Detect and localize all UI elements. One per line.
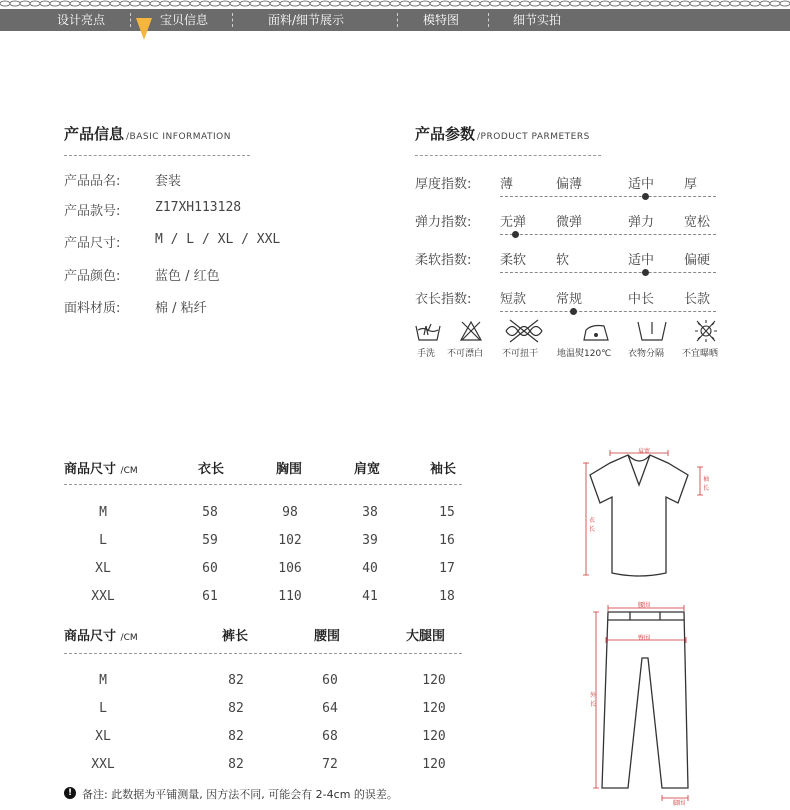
info-label-size: 产品尺寸:: [64, 236, 121, 251]
table-cell: 106: [278, 561, 302, 576]
table-cell: 18: [439, 589, 455, 604]
table-cell: 64: [322, 701, 338, 716]
param-scale-marker: [570, 308, 577, 315]
info-label-name: 产品品名:: [64, 174, 121, 189]
param-label-1: 弹力指数:: [415, 215, 472, 230]
pants-leg-label: 脚围: [673, 800, 686, 807]
care-label-low-iron: 地温熨120℃: [557, 349, 612, 359]
table-cell: 120: [422, 757, 446, 772]
care-label-no-bleach: 不可漂白: [447, 349, 484, 359]
pants-measurement-diagram: [590, 598, 700, 806]
param-scale-line: [500, 234, 716, 235]
measurement-note: 备注: 此数据为平铺测量, 因方法不同, 可能会有 2-4cm 的误差。: [82, 788, 398, 801]
section-nav-bar: [0, 9, 790, 31]
param-scale-line: [500, 196, 716, 197]
param-scale-line: [500, 311, 716, 312]
param-option: 中长: [628, 292, 655, 307]
care-label-no-wring: 不可扭干: [502, 349, 539, 359]
size-cell: M: [99, 673, 107, 688]
product-params-rule: [415, 155, 601, 156]
param-option: 长款: [684, 292, 711, 307]
size-cell: XL: [95, 561, 111, 576]
nav-separator: [232, 13, 233, 27]
top-table-header-chest: 胸围: [276, 462, 303, 477]
no-wring-icon: [506, 320, 542, 342]
info-label-style-no: 产品款号:: [64, 204, 121, 219]
hand-wash-icon: [416, 324, 440, 340]
top-table-header-sleeve: 袖长: [430, 462, 457, 477]
info-value-color: 蓝色 / 红色: [155, 269, 220, 284]
product-params-title: [415, 123, 590, 144]
param-option: 柔软: [500, 253, 527, 268]
table-cell: 82: [228, 757, 244, 772]
table-cell: 60: [202, 561, 218, 576]
param-option: 适中: [628, 253, 655, 268]
table-cell: 98: [282, 505, 298, 520]
table-cell: 110: [278, 589, 302, 604]
shirt-measurement-diagram: [578, 445, 708, 583]
shirt-shoulder-label: 肩宽: [638, 448, 651, 455]
size-cell: XXL: [91, 589, 115, 604]
no-sun-dry-icon: [695, 320, 717, 342]
low-iron-icon: [584, 326, 608, 341]
param-option: 软: [556, 253, 570, 268]
param-option: 微弹: [556, 215, 583, 230]
size-cell: L: [99, 533, 107, 548]
table-cell: 82: [228, 729, 244, 744]
no-bleach-icon: [461, 322, 481, 340]
param-option: 弹力: [628, 215, 655, 230]
decorative-chain-border: [0, 0, 790, 7]
shirt-sleeve-label: 袖长: [703, 476, 710, 492]
top-table-header-unit: /CM: [120, 466, 138, 476]
product-params-title-cn: 产品参数: [415, 125, 476, 143]
param-label-2: 柔软指数:: [415, 253, 472, 268]
product-params-title-en: /PRODUCT PARMETERS: [477, 132, 590, 142]
active-tab-pin-marker: [136, 18, 152, 40]
table-cell: 17: [439, 561, 455, 576]
pants-waist-label: 腰围: [638, 602, 651, 609]
table-cell: 120: [422, 701, 446, 716]
pants-table-header-waist: 腰围: [314, 629, 341, 644]
table-cell: 120: [422, 729, 446, 744]
nav-separator: [488, 13, 489, 27]
table-cell: 39: [362, 533, 378, 548]
table-cell: 120: [422, 673, 446, 688]
table-cell: 61: [202, 589, 218, 604]
size-cell: L: [99, 701, 107, 716]
t-shirt-outline-icon: [590, 455, 688, 576]
pants-table-header-size: [64, 625, 138, 644]
param-option: 厚: [684, 177, 698, 192]
shirt-length-label: 衣长: [589, 517, 596, 533]
product-info-rule: [64, 155, 250, 156]
info-value-size: M / L / XL / XXL: [155, 232, 281, 247]
size-cell: XXL: [91, 757, 115, 772]
param-option: 常规: [556, 292, 583, 307]
param-option: 薄: [500, 177, 514, 192]
nav-separator: [130, 13, 131, 27]
param-scale-marker: [512, 231, 519, 238]
param-scale-marker: [642, 193, 649, 200]
param-option: 偏硬: [684, 253, 711, 268]
table-cell: 15: [439, 505, 455, 520]
size-cell: M: [99, 505, 107, 520]
table-cell: 102: [278, 533, 302, 548]
param-scale-marker: [642, 269, 649, 276]
top-table-header-size-label: 商品尺寸: [64, 462, 117, 477]
top-table-header-length: 衣长: [198, 462, 225, 477]
param-label-0: 厚度指数:: [415, 177, 472, 192]
top-table-rule: [64, 484, 462, 485]
table-cell: 60: [322, 673, 338, 688]
top-table-header-shoulder: 肩宽: [354, 462, 381, 477]
size-cell: XL: [95, 729, 111, 744]
param-option: 适中: [628, 177, 655, 192]
exclamation-icon: !: [64, 787, 76, 799]
pants-table-header-unit: /CM: [120, 633, 138, 643]
nav-tab-model-photos[interactable]: 模特图: [423, 13, 460, 27]
product-info-title-cn: 产品信息: [64, 125, 125, 143]
info-value-style-no: Z17XH113128: [155, 200, 242, 215]
care-icons-strip: [414, 318, 734, 348]
nav-tab-design-highlights[interactable]: 设计亮点: [57, 13, 106, 27]
table-cell: 58: [202, 505, 218, 520]
care-label-hand-wash: 手洗: [417, 349, 436, 359]
param-option: 短款: [500, 292, 527, 307]
table-cell: 59: [202, 533, 218, 548]
table-cell: 82: [228, 701, 244, 716]
param-label-3: 衣长指数:: [415, 292, 472, 307]
nav-tab-detail-shots[interactable]: 细节实拍: [513, 13, 562, 27]
table-cell: 72: [322, 757, 338, 772]
nav-tab-product-info[interactable]: 宝贝信息: [160, 13, 209, 27]
param-option: 偏薄: [556, 177, 583, 192]
param-option: 宽松: [684, 215, 711, 230]
pants-table-rule: [64, 653, 462, 654]
nav-separator: [397, 13, 398, 27]
param-option: 无弹: [500, 215, 527, 230]
table-cell: 16: [439, 533, 455, 548]
info-label-material: 面料材质:: [64, 301, 121, 316]
separate-wash-icon: [638, 322, 666, 340]
table-cell: 41: [362, 589, 378, 604]
pants-table-header-length: 裤长: [222, 629, 249, 644]
table-cell: 68: [322, 729, 338, 744]
pants-length-label: 外长: [590, 692, 597, 708]
table-cell: 40: [362, 561, 378, 576]
pants-table-header-thigh: 大腿围: [406, 629, 446, 644]
param-scale-line: [500, 272, 716, 273]
pants-hip-label: 臀围: [638, 635, 651, 642]
nav-tab-fabric-details[interactable]: 面料/细节展示: [268, 13, 345, 27]
info-label-color: 产品颜色:: [64, 269, 121, 284]
info-value-material: 棉 / 粘纤: [155, 301, 207, 316]
top-table-header-size: [64, 458, 138, 477]
table-cell: 38: [362, 505, 378, 520]
care-label-no-sun: 不宜曝晒: [682, 349, 719, 359]
care-label-separate: 衣物分隔: [628, 349, 665, 359]
product-info-title: [64, 123, 231, 144]
table-cell: 82: [228, 673, 244, 688]
pants-table-header-size-label: 商品尺寸: [64, 629, 117, 644]
info-value-name: 套装: [155, 174, 182, 189]
product-info-title-en: /BASIC INFORMATION: [126, 132, 231, 142]
